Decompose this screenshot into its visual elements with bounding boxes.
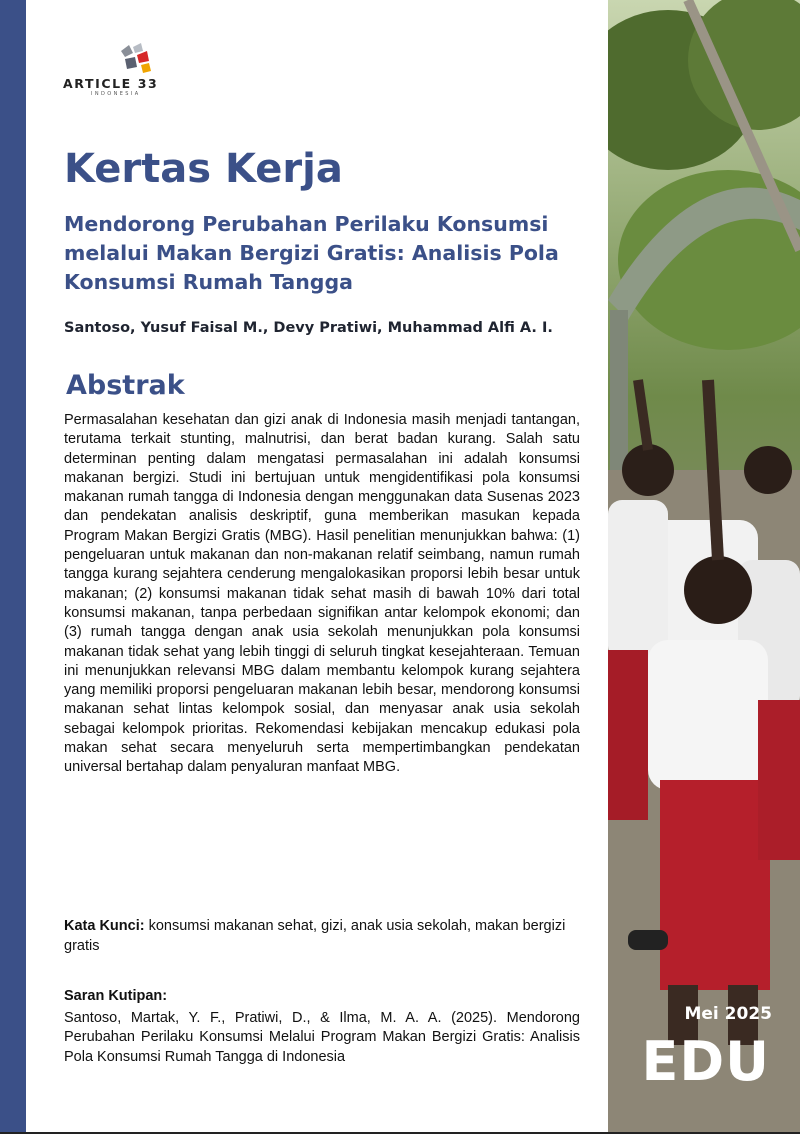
main-content <box>26 0 608 1134</box>
document-title: Mendorong Perubahan Perilaku Konsumsi melalui Makan Bergizi Gratis: Analisis Pola Konsumsi Rumah Tangga <box>64 212 559 294</box>
citation-label: Saran Kutipan: <box>64 988 168 1004</box>
logo-mark-icon <box>115 43 155 75</box>
authors: Santoso, Yusuf Faisal M., Devy Pratiwi, Muhammad Alfi A. I. <box>64 320 553 336</box>
keywords-label: Kata Kunci: <box>64 918 145 934</box>
logo-subtitle: INDONESIA <box>91 91 141 97</box>
publication-date: Mei 2025 <box>684 1004 772 1024</box>
cover-photo <box>608 0 800 1134</box>
keywords-text: konsumsi makanan sehat, gizi, anak usia sekolah, makan bergizi gratis <box>64 918 566 954</box>
logo-name: ARTICLE <box>63 76 132 91</box>
logo-number: 33 <box>137 76 159 91</box>
schoolchildren-photo-illustration <box>608 0 800 1134</box>
citation-text: Santoso, Martak, Y. F., Pratiwi, D., & Ilma, M. A. A. (2025). Mendorong Perubahan Perilaku Konsumsi Melalui Program Makan Bergizi Gratis: Analisis Pola Konsumsi Rumah Tangga di Indonesia <box>64 1010 580 1065</box>
document-type: Kertas Kerja <box>64 146 343 192</box>
abstract-heading: Abstrak <box>66 370 185 401</box>
article33-logo <box>63 40 173 100</box>
logo-wordmark <box>63 76 158 91</box>
series-code: EDU <box>641 1030 770 1093</box>
left-accent-bar <box>0 0 26 1134</box>
keywords <box>64 916 580 956</box>
abstract-body: Permasalahan kesehatan dan gizi anak di Indonesia masih menjadi tantangan, terutama terkait stunting, malnutrisi, dan berat badan kurang. Salah satu determinan penting dalam mengatasi permasalahan ini adalah konsumsi makanan bergizi. Studi ini bertujuan untuk mengidentifikasi pola konsumsi makanan rumah tangga di Indonesia dengan menggunakan data Susenas 2023 dan pendekatan analisis deskriptif, guna memberikan masukan kepada Program Makan Bergizi Gratis (MBG). Hasil penelitian menunjukkan bahwa: (1) pengeluaran untuk makanan dan non-makanan relatif seimbang, namun rumah tangga kurang sejahtera cenderung mengalokasikan proporsi lebih besar untuk makanan; (2) konsumsi makanan tidak sehat masih di bawah 10% dari total konsumsi makanan, tanpa perbedaan signifikan antar kelompok ekonomi; dan (3) rumah tangga dengan anak usia sekolah menunjukkan pola konsumsi makanan tidak sehat yang lebih tinggi di seluruh tingkat kesejahteraan. Temuan ini menunjukkan relevansi MBG dalam membantu kelompok kurang sejahtera yang memiliki proporsi pengeluaran makanan lebih besar, mendorong konsumsi makanan sehat lintas kelompok sosial, dan menyasar anak usia sekolah sebagai kelompok prioritas. Rekomendasi kebijakan mencakup edukasi pola makan sehat secara menyeluruh serta mempertimbangkan pendekatan universal bertahap dalam penyaluran manfaat MBG. <box>64 412 580 776</box>
